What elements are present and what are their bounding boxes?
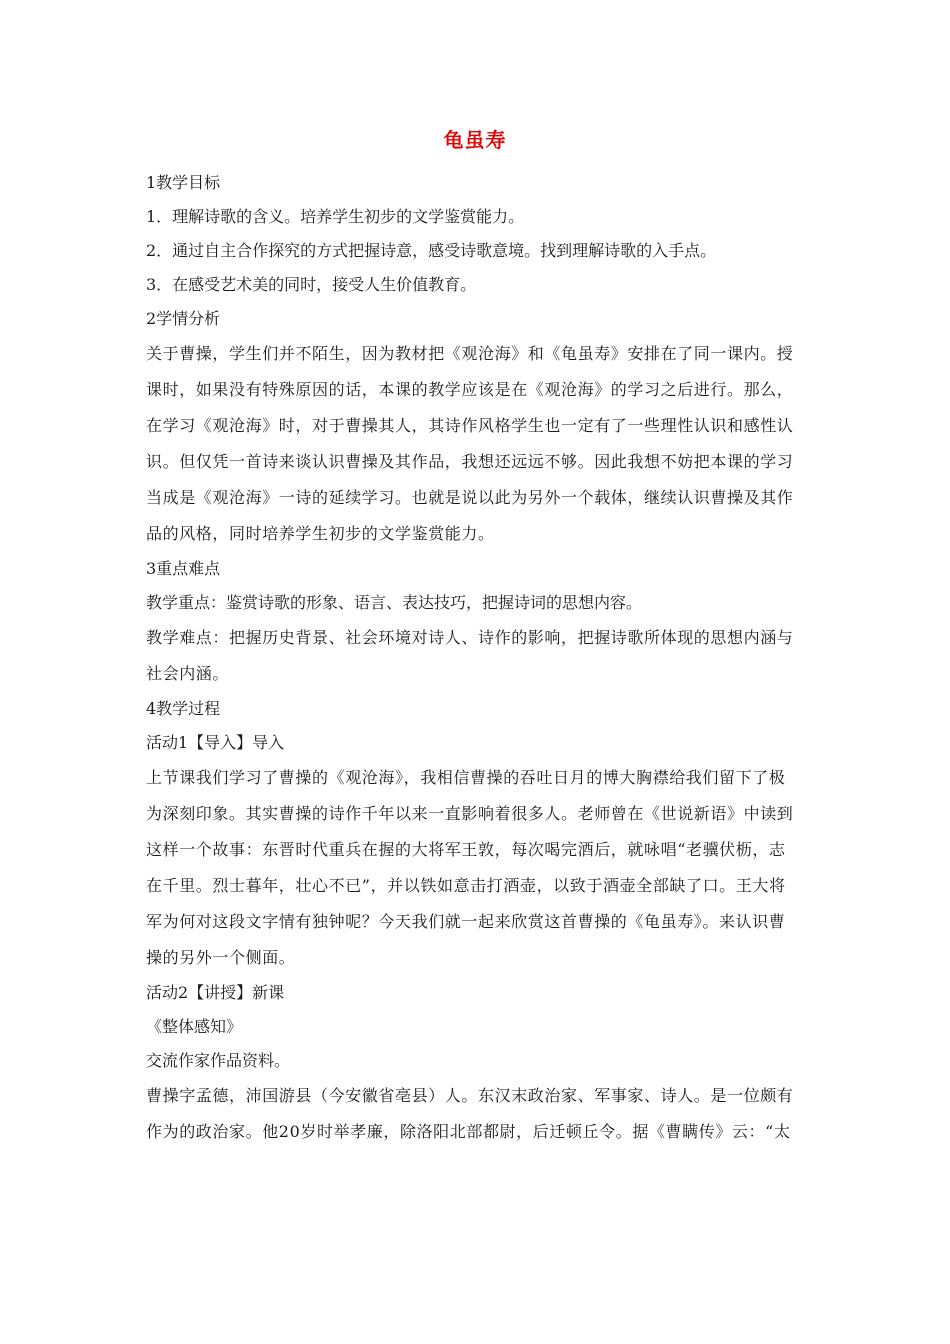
instruction-text: 交流作家作品资料。: [146, 1051, 291, 1070]
paragraph-line: 社会内涵。: [146, 664, 230, 683]
paragraph-line: 关于曹操，学生们并不陌生，因为教材把《观沧海》和《龟虽寿》安排在了同一课内。授: [146, 344, 794, 363]
paragraph-line: 上节课我们学习了曹操的《观沧海》，我相信曹操的吞吐日月的博大胸襟给我们留下了极: [146, 768, 786, 787]
paragraph-line: 作为的政治家。他20岁时举孝廉，除洛阳北部都尉，后迁顿丘令。据《曹瞒传》云：“太: [146, 1122, 791, 1141]
intro-paragraph: [146, 760, 810, 976]
paragraph-line: 操的另外一个侧面。: [146, 948, 296, 967]
paragraph-line: 教学难点：把握历史背景、社会环境对诗人、诗作的影响，把握诗歌所体现的思想内涵与: [146, 628, 794, 647]
paragraph-line: 在学习《观沧海》时，对于曹操其人，其诗作风格学生也一定有了一些理性认识和感性认: [146, 416, 794, 435]
paragraph-line: 为深刻印象。其实曹操的诗作千年以来一直影响着很多人。老师曾在《世说新语》中读到: [146, 804, 794, 823]
paragraph-line: 当成是《观沧海》一诗的延续学习。也就是说以此为另外一个载体，继续认识曹操及其作: [146, 488, 794, 507]
paragraph-line: 课时，如果没有特殊原因的话，本课的教学应该是在《观沧海》的学习之后进行。那么，: [146, 380, 794, 399]
key-point-text: 教学重点：鉴赏诗歌的形象、语言、表达技巧，把握诗词的思想内容。: [146, 593, 643, 612]
section-heading-keypoints: 3重点难点: [146, 559, 221, 578]
objective-item: 3．在感受艺术美的同时，接受人生价值教育。: [146, 275, 477, 294]
paragraph-line: 军为何对这段文字情有独钟呢？今天我们就一起来欣赏这首曹操的《龟虽寿》。来认识曹: [146, 912, 786, 931]
activity-heading: 活动2【讲授】新课: [146, 983, 285, 1002]
activity-heading: 活动1【导入】导入: [146, 733, 285, 752]
difficulty-paragraph: [146, 620, 810, 692]
subsection-heading: 《整体感知》: [146, 1017, 243, 1036]
paragraph-line: 曹操字孟德，沛国游县（今安徽省亳县）人。东汉末政治家、军事家、诗人。是一位颇有: [146, 1086, 794, 1105]
paragraph-line: 识。但仅凭一首诗来谈认识曹操及其作品，我想还远远不够。因此我想不妨把本课的学习: [146, 452, 794, 471]
document-body: [146, 166, 810, 1150]
section-heading-analysis: 2学情分析: [146, 309, 221, 328]
objective-item: 2．通过自主合作探究的方式把握诗意，感受诗歌意境。找到理解诗歌的入手点。: [146, 241, 717, 260]
objective-item: 1．理解诗歌的含义。培养学生初步的文学鉴赏能力。: [146, 207, 525, 226]
paragraph-line: 品的风格，同时培养学生初步的文学鉴赏能力。: [146, 524, 495, 543]
author-paragraph: [146, 1078, 810, 1150]
paragraph-line: 在千里。烈士暮年，壮心不已”，并以铁如意击打酒壶，以致于酒壶全部缺了口。王大将: [146, 876, 786, 895]
section-heading-objectives: 1教学目标: [146, 173, 221, 192]
paragraph-line: 这样一个故事：东晋时代重兵在握的大将军王敦，每次喝完酒后，就咏唱“老骥伏枥，志: [146, 840, 786, 859]
analysis-paragraph: [146, 336, 810, 552]
document-title: 龟虽寿: [443, 128, 507, 152]
section-heading-process: 4教学过程: [146, 699, 221, 718]
